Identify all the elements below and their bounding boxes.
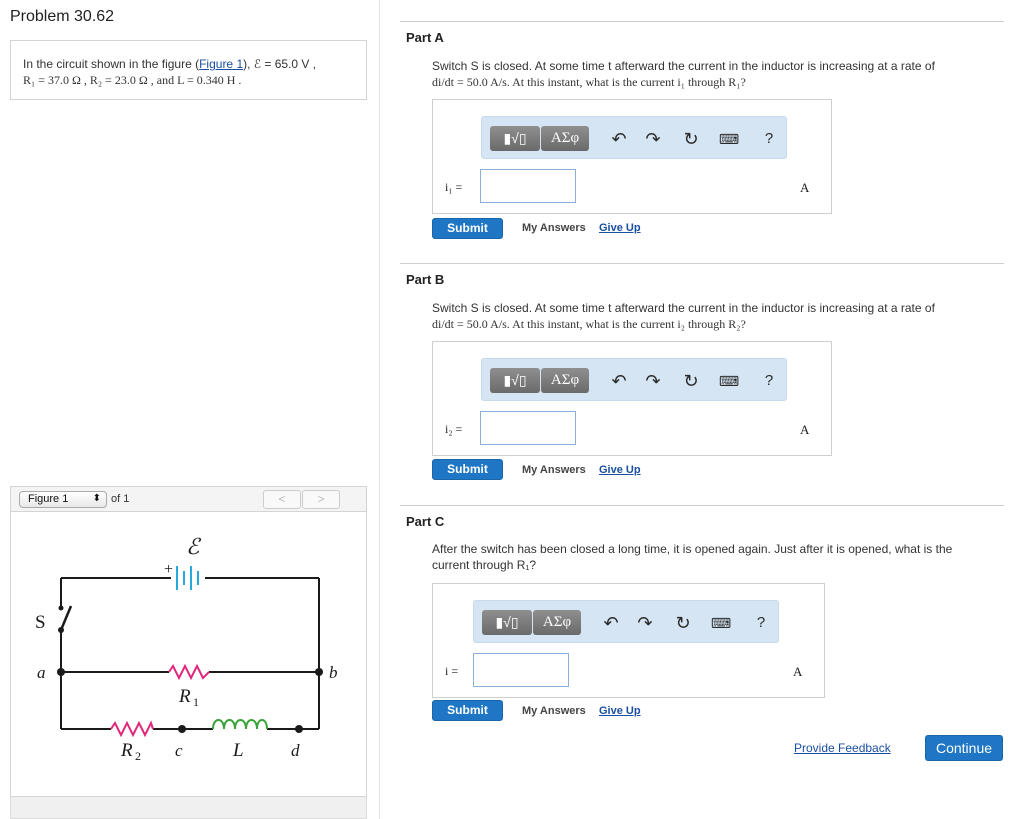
help-icon[interactable]: ? (764, 130, 774, 147)
help-icon[interactable]: ? (764, 372, 774, 389)
reset-icon[interactable]: ↻ (683, 371, 699, 391)
node-d (295, 725, 303, 733)
answer-unit: A (800, 180, 810, 195)
greek-symbols-button[interactable]: ΑΣφ (541, 126, 589, 151)
undo-icon[interactable]: ↶ (611, 371, 627, 391)
switch-label: S (35, 612, 46, 633)
node-d-label: d (291, 741, 300, 760)
part-b-question-line2: di/dt = 50.0 A/s. At this instant, what is the current i₂ through R₂? (432, 317, 746, 331)
part-b-answer-box (432, 341, 832, 456)
templates-button[interactable]: ▮√▯ (490, 126, 540, 151)
template-buttons (490, 368, 588, 393)
figure-count: of 1 (111, 493, 130, 505)
problem-title: Problem 30.62 (10, 8, 115, 25)
my-answers-button[interactable]: My Answers (522, 705, 586, 717)
r2-label: R (121, 740, 133, 761)
switch-contact (59, 606, 64, 611)
resistor-r2-icon (111, 723, 153, 735)
problem-values: R₁ = 37.0 Ω , R₂ = 23.0 Ω , and L = 0.340 H . (23, 73, 242, 87)
give-up-link[interactable]: Give Up (599, 705, 641, 717)
node-b-label: b (329, 663, 338, 682)
figure-toolbar (10, 486, 367, 512)
figure-select-value: Figure 1 (28, 493, 69, 505)
problem-text-given: ), ℰ = 65.0 V , (243, 57, 317, 71)
answer-label: i₂ = (445, 422, 463, 436)
part-a-question-line2: di/dt = 50.0 A/s. At this instant, what is the current i₁ through R₁? (432, 75, 746, 89)
battery-icon (177, 566, 198, 590)
part-c-question-line2: current through R₁? (432, 558, 537, 572)
part-c-question-line1: After the switch has been closed a long time, it is opened again. Just after it is opened, what is the (432, 542, 953, 556)
figure-footer (10, 797, 367, 819)
part-c-answer-box (432, 583, 825, 698)
node-c-label: c (175, 741, 183, 760)
reset-icon[interactable]: ↻ (683, 129, 699, 149)
submit-button[interactable]: Submit (432, 459, 503, 480)
resistor-r1-icon (169, 666, 209, 678)
node-c (178, 725, 186, 733)
problem-statement (10, 40, 367, 100)
keyboard-icon[interactable]: ⌨ (710, 615, 732, 631)
r2-subscript: 2 (135, 749, 141, 763)
redo-icon[interactable]: ↷ (645, 129, 661, 149)
answer-unit: A (800, 422, 810, 437)
answer-input[interactable] (473, 653, 569, 687)
greek-symbols-button[interactable]: ΑΣφ (533, 610, 581, 635)
part-a-question (432, 58, 992, 90)
switch-pivot (58, 627, 64, 633)
undo-icon[interactable]: ↶ (603, 613, 619, 633)
part-c-question (432, 541, 992, 573)
figure-prev-button[interactable]: < (263, 490, 301, 509)
figure-view (10, 512, 367, 797)
part-b-question (432, 300, 992, 332)
submit-button[interactable]: Submit (432, 700, 503, 721)
problem-text-prefix: In the circuit shown in the figure ( (23, 57, 200, 71)
my-answers-button[interactable]: My Answers (522, 464, 586, 476)
answer-input[interactable] (480, 169, 576, 203)
figure-link[interactable]: Figure 1 (199, 57, 244, 71)
equation-toolbar (481, 116, 787, 159)
inductor-label: L (233, 740, 244, 761)
part-a-answer-box (432, 99, 832, 214)
figure-next-button[interactable]: > (302, 490, 340, 509)
part-b-question-line1: Switch S is closed. At some time t afterward the current in the inductor is increasing at a rate of (432, 301, 935, 315)
part-b-title: Part B (406, 272, 445, 287)
give-up-link[interactable]: Give Up (599, 464, 641, 476)
reset-icon[interactable]: ↻ (675, 613, 691, 633)
figure-select[interactable] (19, 491, 107, 508)
answer-input[interactable] (480, 411, 576, 445)
answer-unit: A (793, 664, 803, 679)
plus-sign: + (164, 561, 174, 578)
node-a-label: a (37, 663, 46, 682)
help-icon[interactable]: ? (756, 614, 766, 631)
submit-button[interactable]: Submit (432, 218, 503, 239)
emf-label: ℰ (186, 534, 200, 559)
answer-label: i₁ = (445, 180, 463, 194)
greek-symbols-button[interactable]: ΑΣφ (541, 368, 589, 393)
keyboard-icon[interactable]: ⌨ (718, 131, 740, 147)
part-a-divider (400, 21, 1004, 22)
undo-icon[interactable]: ↶ (611, 129, 627, 149)
provide-feedback-link[interactable]: Provide Feedback (794, 741, 891, 755)
template-buttons (490, 126, 588, 151)
r1-subscript: 1 (193, 695, 199, 709)
node-b (315, 668, 323, 676)
r1-label: R (179, 686, 191, 707)
equation-toolbar (481, 358, 787, 401)
part-a-title: Part A (406, 30, 444, 45)
problem-panel (0, 0, 380, 819)
keyboard-icon[interactable]: ⌨ (718, 373, 740, 389)
part-c-title: Part C (406, 514, 445, 529)
inductor-icon (213, 720, 267, 729)
templates-button[interactable]: ▮√▯ (482, 610, 532, 635)
equation-toolbar (473, 600, 779, 643)
give-up-link[interactable]: Give Up (599, 222, 641, 234)
template-buttons (482, 610, 580, 635)
part-c-divider (400, 505, 1004, 506)
part-a-question-line1: Switch S is closed. At some time t afterward the current in the inductor is increasing at a rate of (432, 59, 935, 73)
redo-icon[interactable]: ↷ (645, 371, 661, 391)
part-b-divider (400, 263, 1004, 264)
continue-button[interactable]: Continue (925, 735, 1003, 761)
circuit-diagram (11, 512, 366, 797)
node-a (57, 668, 65, 676)
answer-label: i = (445, 664, 459, 678)
my-answers-button[interactable]: My Answers (522, 222, 586, 234)
templates-button[interactable]: ▮√▯ (490, 368, 540, 393)
redo-icon[interactable]: ↷ (637, 613, 653, 633)
select-arrows-icon: ⬍ (92, 493, 101, 504)
